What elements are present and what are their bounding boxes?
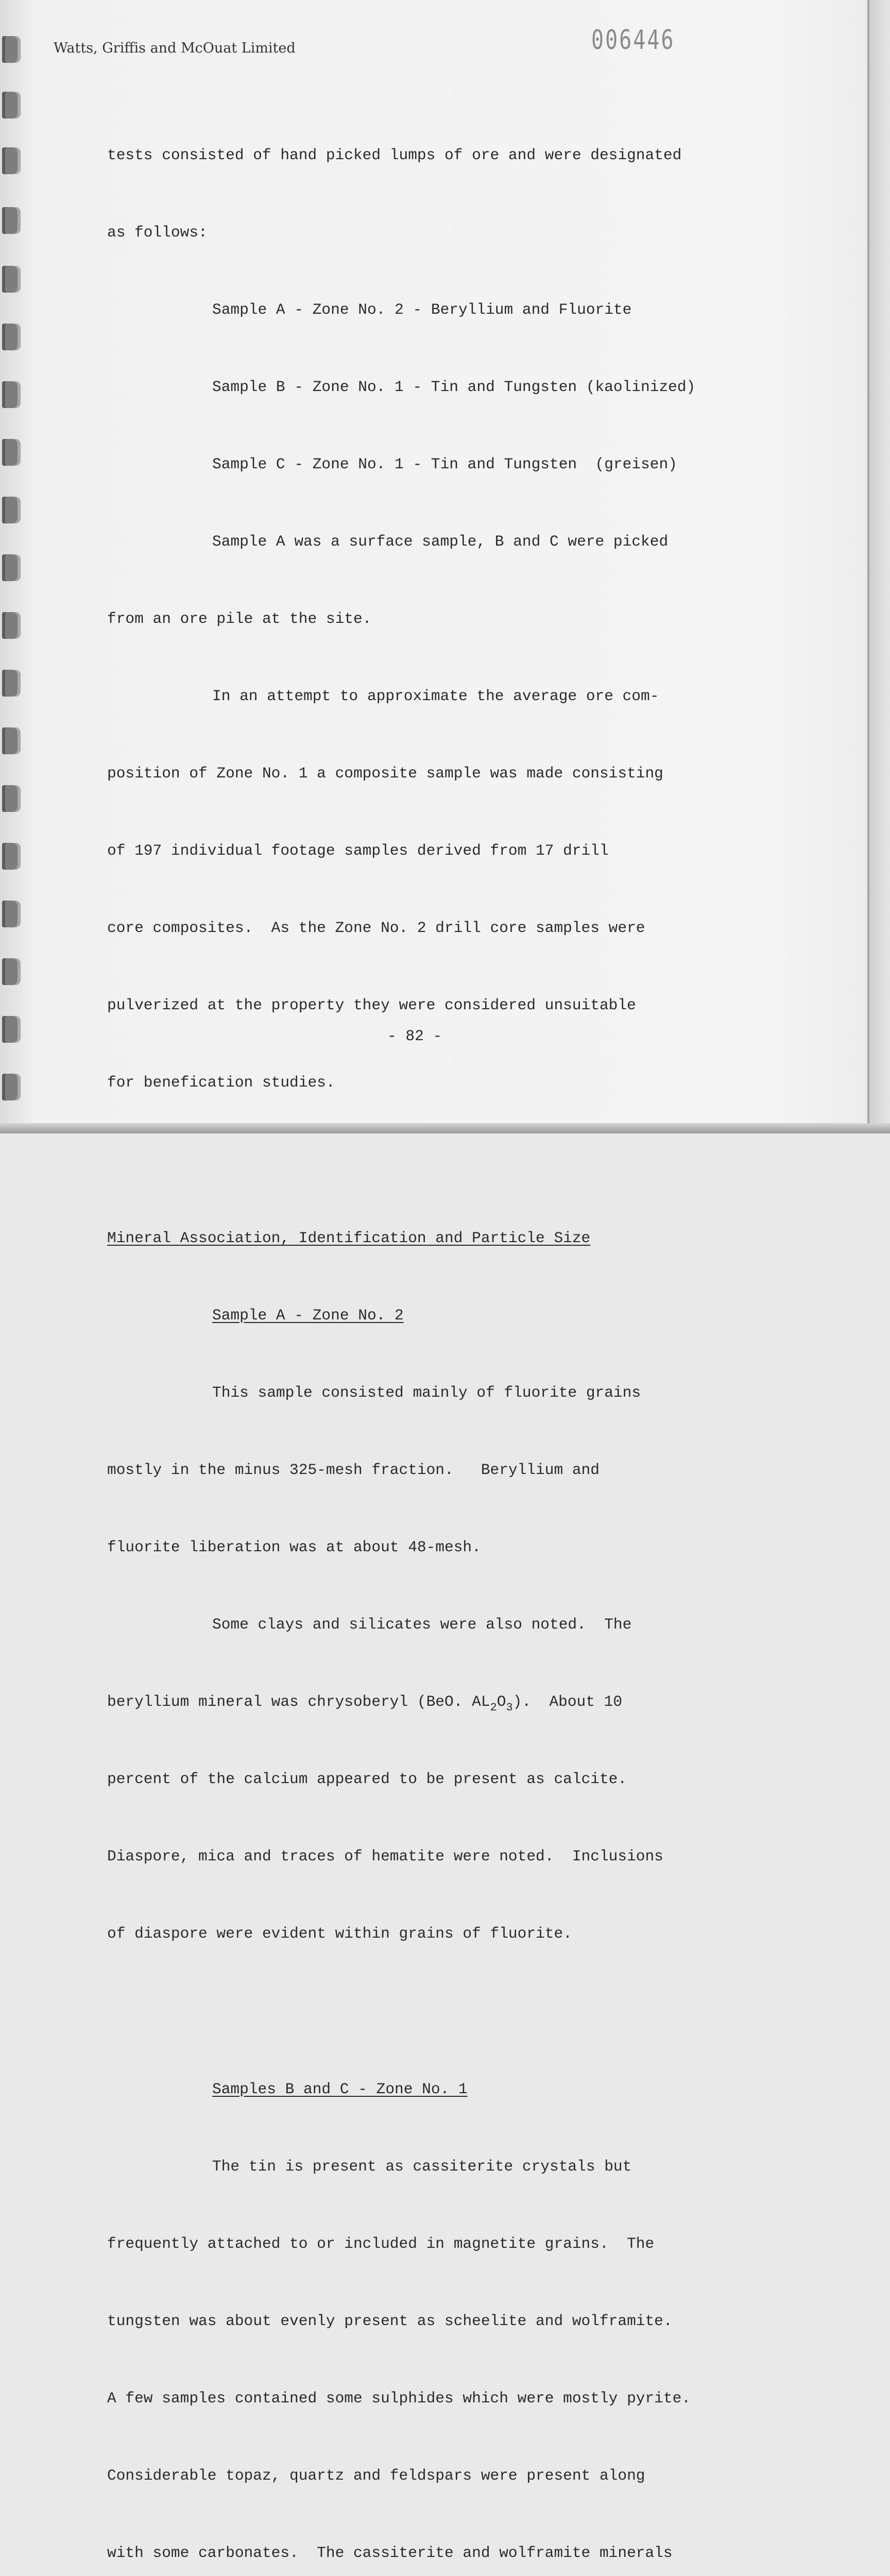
sample-b-line: Sample B - Zone No. 1 - Tin and Tungsten (kaolinized): [212, 378, 696, 396]
sample-c-line: Sample C - Zone No. 1 - Tin and Tungsten (greisen): [212, 455, 677, 473]
text-line: This sample consisted mainly of fluorite grains: [212, 1384, 641, 1401]
document-number: 006446: [591, 25, 675, 56]
binding-ring: [2, 207, 21, 234]
sample-a-line: Sample A - Zone No. 2 - Beryllium and Fluorite: [212, 301, 632, 318]
binding-ring: [2, 670, 21, 697]
binding-ring: [2, 727, 21, 754]
section-heading: Mineral Association, Identification and Particle Size: [107, 1229, 591, 1247]
page-edge: [867, 0, 869, 1133]
text-line: Sample A was a surface sample, B and C were picked: [212, 533, 669, 550]
text-line: core composites. As the Zone No. 2 drill core samples were: [107, 919, 645, 937]
binding-ring: [2, 92, 21, 118]
text-line: tests consisted of hand picked lumps of ore and were designated: [107, 146, 682, 164]
binding-ring: [2, 381, 21, 408]
page-number: - 82 -: [387, 1027, 442, 1045]
binding-ring: [2, 958, 21, 985]
text-line: Diaspore, mica and traces of hematite were noted. Inclusions: [107, 1848, 663, 1865]
text-line: of diaspore were evident within grains of fluorite.: [107, 1925, 572, 1942]
body-text: [107, 91, 777, 2576]
subheading-samples-b-c: Samples B and C - Zone No. 1: [212, 2080, 468, 2098]
text-line: from an ore pile at the site.: [107, 610, 372, 628]
binding-ring: [2, 843, 21, 870]
text-line: A few samples contained some sulphides which were mostly pyrite.: [107, 2389, 691, 2407]
text-line: pulverized at the property they were considered unsuitable: [107, 996, 636, 1014]
binding-ring: [2, 147, 21, 174]
text-line: for benefication studies.: [107, 1074, 335, 1091]
text-line: In an attempt to approximate the average ore com-: [212, 687, 659, 705]
text-line: The tin is present as cassiterite crystals but: [212, 2158, 632, 2175]
binding-ring: [2, 1074, 21, 1100]
text-line: Some clays and silicates were also noted. The: [212, 1616, 632, 1633]
binding-ring: [2, 497, 21, 523]
text-line: of 197 individual footage samples derived from 17 drill: [107, 842, 609, 859]
binding-ring: [2, 266, 21, 293]
text-line: tungsten was about evenly present as scheelite and wolframite.: [107, 2312, 673, 2330]
text-line: with some carbonates. The cassiterite and wolframite minerals: [107, 2544, 673, 2562]
spiral-binding: [0, 26, 31, 1108]
binding-ring: [2, 324, 21, 350]
text-line: as follows:: [107, 224, 208, 241]
binding-ring: [2, 785, 21, 812]
formula-line: beryllium mineral was chrysoberyl (BeO. $AL_2O_3$). About 10: [107, 1693, 623, 1714]
text-line: mostly in the minus 325-mesh fraction. Beryllium and: [107, 1461, 600, 1479]
page-edge-shadow: [869, 0, 890, 1133]
text-line: frequently attached to or included in magnetite grains. The: [107, 2235, 655, 2252]
binding-ring: [2, 1016, 21, 1043]
subheading-sample-a: Sample A - Zone No. 2: [212, 1307, 404, 1324]
binding-ring: [2, 901, 21, 927]
text-line: Considerable topaz, quartz and feldspars were present along: [107, 2467, 645, 2484]
text-line: percent of the calcium appeared to be present as calcite.: [107, 1770, 627, 1788]
binding-ring: [2, 612, 21, 639]
binding-ring: [2, 439, 21, 466]
binding-ring: [2, 554, 21, 581]
letterhead: Watts, Griffis and McOuat Limited: [54, 40, 296, 56]
text-line: position of Zone No. 1 a composite sample was made consisting: [107, 765, 663, 782]
binding-ring: [2, 36, 21, 63]
text-line: fluorite liberation was at about 48-mesh.: [107, 1538, 481, 1556]
